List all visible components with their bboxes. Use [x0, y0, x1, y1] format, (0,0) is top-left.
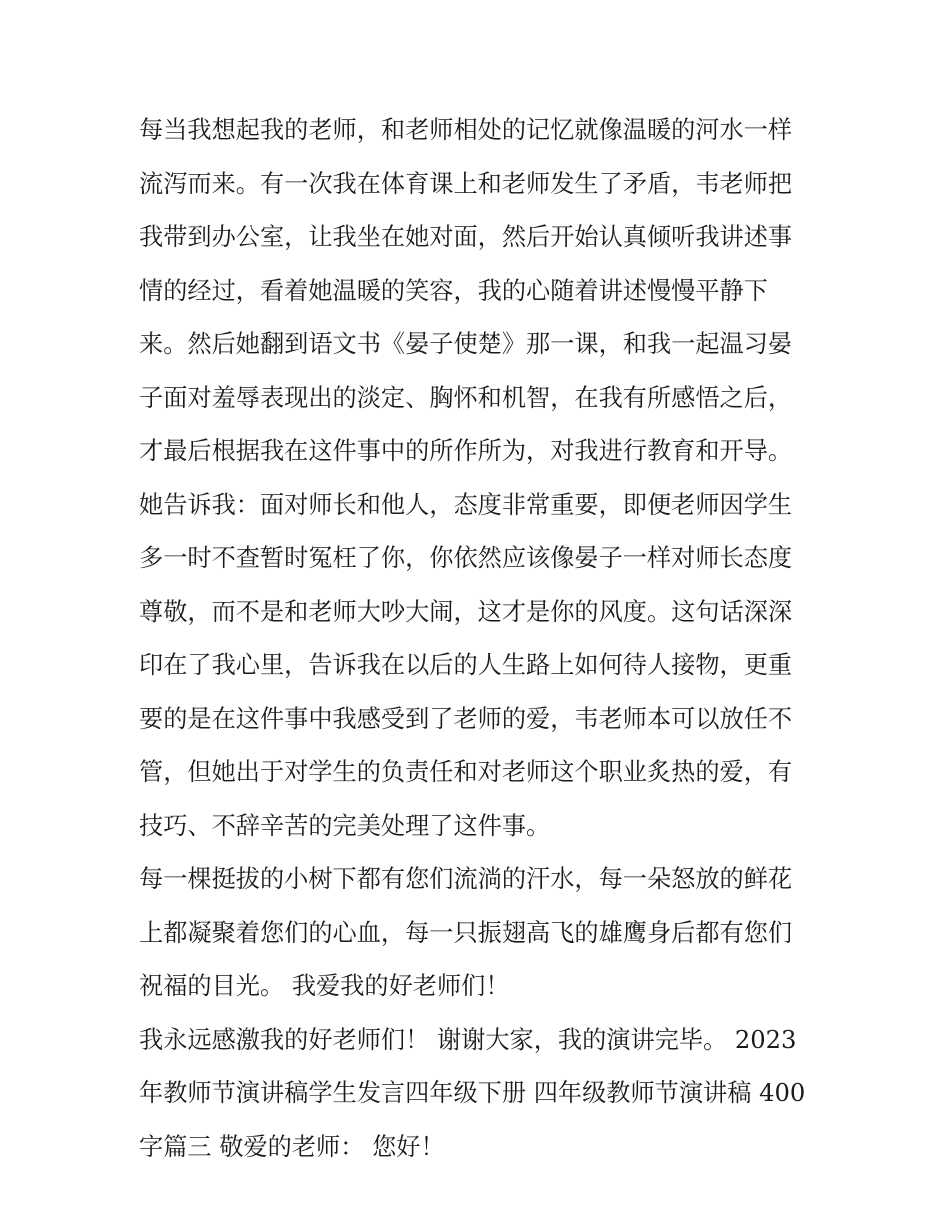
body-text	[139, 104, 819, 1174]
text-line: 每一棵挺拔的小树下都有您们流淌的汗水，每一朵怒放的鲜花	[139, 865, 793, 893]
text-line: 每当我想起我的老师，和老师相处的记忆就像温暖的河水一样	[139, 116, 793, 144]
text-line: 上都凝聚着您们的心血，每一只振翅高飞的雄鹰身后都有您们	[139, 918, 793, 947]
text-line: 多一时不查暂时冤枉了你，你依然应该像晏子一样对师长态度	[139, 544, 793, 572]
text-line: 管，但她出于对学生的负责任和对老师这个职业炙热的爱，有	[139, 758, 793, 786]
text-line: 我带到办公室，让我坐在她对面，然后开始认真倾听我讲述事	[139, 223, 793, 251]
text-line: 她告诉我：面对师长和他人，态度非常重要，即便老师因学生	[139, 490, 793, 519]
text-line: 要的是在这件事中我感受到了老师的爱，韦老师本可以放任不	[139, 704, 793, 733]
text-line: 尊敬，而不是和老师大吵大闹，这才是你的风度。这句话深深	[139, 597, 793, 626]
text-line: 年教师节演讲稿学生发言四年级下册 四年级教师节演讲稿 400	[139, 1079, 806, 1107]
text-line: 字篇三 敬爱的老师： 您好！	[139, 1132, 445, 1161]
text-line: 情的经过，看着她温暖的笑容，我的心随着讲述慢慢平静下	[139, 276, 768, 305]
text-line: 才最后根据我在这件事中的所作所为，对我进行教育和开导。	[139, 437, 793, 465]
text-line: 印在了我心里，告诉我在以后的人生路上如何待人接物，更重	[139, 651, 793, 679]
text-line: 子面对羞辱表现出的淡定、胸怀和机智，在我有所感悟之后，	[139, 383, 793, 412]
text-line: 我永远感激我的好老师们！ 谢谢大家，我的演讲完毕。 2023	[139, 1025, 797, 1054]
text-line: 流泻而来。有一次我在体育课上和老师发生了矛盾，韦老师把	[139, 169, 793, 198]
text-line: 技巧、不辞辛苦的完美处理了这件事。	[139, 811, 551, 840]
text-line: 祝福的目光。 我爱我的好老师们！	[139, 972, 510, 1000]
text-line: 来。然后她翻到语文书《晏子使楚》那一课，和我一起温习晏	[139, 330, 793, 358]
